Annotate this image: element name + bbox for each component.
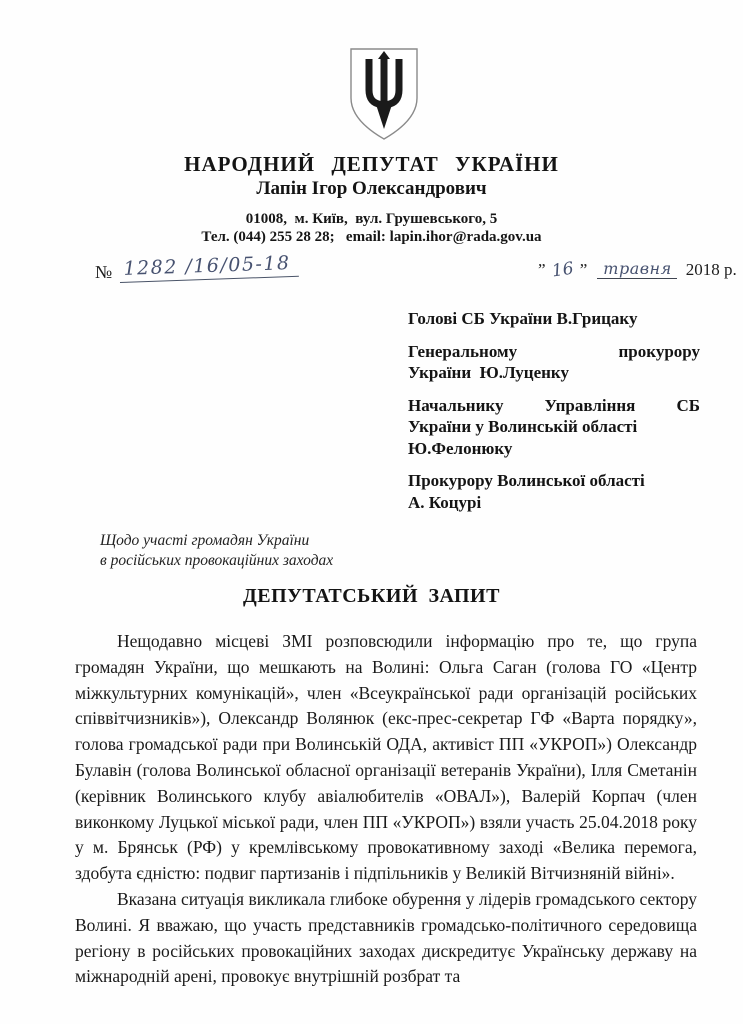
addressee-list xyxy=(408,308,700,524)
subject-block xyxy=(100,531,333,570)
addressee-prosecutor-general xyxy=(408,341,700,384)
addressee-line: України у Волинській області xyxy=(408,417,638,436)
ukraine-trident-emblem xyxy=(347,46,421,142)
body-paragraph-1: Нещодавно місцеві ЗМІ розповсюдили інформацію про те, що група громадян України, що мешкають на Волині: Ольга Саган (голова ГО «Центр міжкультурних комунікацій», член «Всеукраїнської ради організацій російських співвітчизників»), Олександр Волянюк (екс-прес-секретар ГФ «Варта порядку», голова громадської ради при Волинській ОДА, активіст ПП «УКРОП») Олександр Булавін (голова Волинської обласної організації ветеранів України), Ілля Сметанін (керівник Волинського клубу авіалюбителів «ОВАЛ»), Валерій Корпач (член виконкому Луцької міської ради, член ПП «УКРОП») взяли участь 25.04.2018 року у м. Брянськ (РФ) у кремлівському провокативному заході «Велика перемога, здобута єдністю: подвиг партизанів і підпільників у Великій Вітчизняній війні». xyxy=(75,631,697,884)
document-body xyxy=(75,629,697,990)
addressee-line: Голові СБ України В.Грицаку xyxy=(408,309,638,328)
addressee-line: Ю.Фелонюку xyxy=(408,438,513,458)
addressee-volyn-prosecutor xyxy=(408,470,700,513)
addressee-sbu-head xyxy=(408,308,700,330)
date-row xyxy=(538,260,737,280)
subject-line-2: в російських провокаційних заходах xyxy=(100,551,334,569)
addressee-line: Генеральному прокурору xyxy=(408,341,700,361)
date-year: 2018 р. xyxy=(685,260,737,279)
contact-line: Тел. (044) 255 28 28; email: lapin.ihor@rada.gov.ua xyxy=(201,229,542,245)
addressee-line: України Ю.Луценку xyxy=(408,363,569,382)
subject-line-1: Щодо участі громадян України xyxy=(100,532,310,549)
address-line: 01008, м. Київ, вул. Грушевського, 5 xyxy=(245,211,498,227)
date-day-handwritten: 16 xyxy=(550,258,575,282)
date-quote-open: ” xyxy=(538,260,546,279)
addressee-line: А. Коцурі xyxy=(408,492,482,512)
org-title: НАРОДНИЙ ДЕПУТАТ УКРАЇНИ xyxy=(184,152,559,176)
addressee-sbu-volyn xyxy=(408,395,700,460)
date-quote-close: ” xyxy=(579,260,588,279)
document-title: ДЕПУТАТСЬКИЙ ЗАПИТ xyxy=(243,585,500,607)
addressee-line: Начальнику Управління СБ xyxy=(408,395,700,415)
date-month-handwritten: травня xyxy=(597,259,677,279)
deputy-name: Лапін Ігор Олександрович xyxy=(256,178,487,199)
ref-number-handwritten: 1282 /16/05-18 xyxy=(119,252,299,283)
addressee-line: Прокурору Волинської області xyxy=(408,471,645,490)
ref-number-sign: № xyxy=(95,262,113,282)
body-paragraph-2: Вказана ситуація викликала глибоке обурення у лідерів громадського сектору Волині. Я вважаю, що участь представників громадсько-політичного середовища регіону в російських провокаційних заходах дискредитує Українську державу на міжнародній арені, провокує внутрішній розбрат та xyxy=(75,888,697,987)
